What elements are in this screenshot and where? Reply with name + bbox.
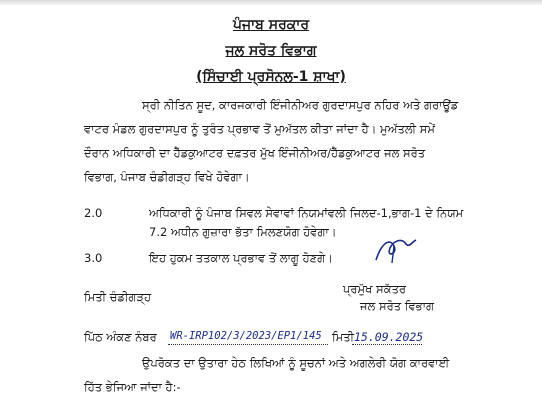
para1-line1: ਸ੍ਰੀ ਨੀਤਿਨ ਸੂਦ, ਕਾਰਜਕਾਰੀ ਇੰਜੀਨੀਅਰ ਗੁਰਦਾਸਪੁਰ ਨਹਿਰ ਅਤੇ ਗਰਾਊਂਡ bbox=[142, 98, 459, 112]
endorsement-date-line bbox=[352, 344, 422, 345]
para1-line2: ਵਾਟਰ ਮੰਡਲ ਗੁਰਦਾਸਪੁਰ ਨੂੰ ਤੁਰੰਤ ਪ੍ਰਭਾਵ ਤੋਂ ਮੁਅੱਤਲ ਕੀਤਾ ਜਾਂਦਾ ਹੈ। ਮੁਅੱਤਲੀ ਸਮੇਂ bbox=[84, 122, 435, 136]
copy-line1: ਉਪਰੋਕਤ ਦਾ ਉਤਾਰਾ ਹੇਠ ਲਿਖਿਆਂ ਨੂੰ ਸੂਚਨਾਂ ਅਤੇ ਅਗਲੇਰੀ ਯੋਗ ਕਾਰਵਾਈ bbox=[142, 356, 450, 370]
header-branch: (ਸਿੰਚਾਈ ਪ੍ਰਸੋਨਲ-1 ਸ਼ਾਖਾ) bbox=[196, 69, 346, 85]
item3-line: ਇਹ ਹੁਕਮ ਤਤਕਾਲ ਪ੍ਰਭਾਵ ਤੋਂ ਲਾਗੂ ਹੋਣਗੇ। bbox=[149, 251, 333, 265]
copy-line2: ਹਿੱਤ ਭੇਜਿਆ ਜਾਂਦਾ ਹੈ:- bbox=[84, 380, 181, 394]
header-department: ਜਲ ਸਰੋਤ ਵਿਭਾਗ bbox=[225, 43, 317, 59]
place-date: ਮਿਤੀ ਚੰਡੀਗੜ੍ਹ bbox=[84, 290, 152, 304]
item2-line2: 7.2 ਅਧੀਨ ਗੁਜ਼ਾਰਾ ਭੱਤਾ ਮਿਲਣਯੋਗ ਹੋਵੇਗਾ। bbox=[149, 225, 337, 239]
item2-line1: ਅਧਿਕਾਰੀ ਨੂੰ ਪੰਜਾਬ ਸਿਵਲ ਸੇਵਾਵਾਂ ਨਿਯਮਾਂਵਲੀ ਜਿਲਦ-1,ਭਾਗ-1 ਦੇ ਨਿਯਮ bbox=[149, 206, 464, 220]
item3-number: 3.0 bbox=[84, 251, 103, 265]
endorsement-label: ਪਿੱਠ ਅੰਕਣ ਨੰਬਰ bbox=[84, 330, 157, 344]
endorsement-number-line bbox=[168, 344, 328, 345]
endorsement-number: WR-IRP102/3/2023/EP1/145 bbox=[170, 330, 322, 342]
endorsement-date-label: ਮਿਤੀ bbox=[332, 330, 355, 344]
item2-number: 2.0 bbox=[84, 206, 103, 220]
para1-line4: ਵਿਭਾਗ, ਪੰਜਾਬ ਚੰਡੀਗੜ੍ਹ ਵਿਖੇ ਹੋਵੇਗਾ। bbox=[84, 170, 250, 184]
header-government: ਪੰਜਾਬ ਸਰਕਾਰ bbox=[232, 17, 310, 33]
signatory-designation: ਪ੍ਰਮੁੱਖ ਸਕੱਤਰ bbox=[343, 282, 407, 296]
signatory-department: ਜਲ ਸਰੋਤ ਵਿਭਾਗ bbox=[360, 299, 434, 313]
para1-line3: ਦੌਰਾਨ ਅਧਿਕਾਰੀ ਦਾ ਹੈੱਡਕੁਆਟਰ ਦਫ਼ਤਰ ਮੁੱਖ ਇੰਜੀਨੀਅਰ/ਹੈੱਡਕੁਆਟਰ ਜਲ ਸਰੋਤ bbox=[84, 146, 426, 160]
scan-edge bbox=[0, 0, 542, 6]
endorsement-date: 15.09.2025 bbox=[354, 330, 424, 344]
signature-scribble bbox=[372, 236, 420, 266]
